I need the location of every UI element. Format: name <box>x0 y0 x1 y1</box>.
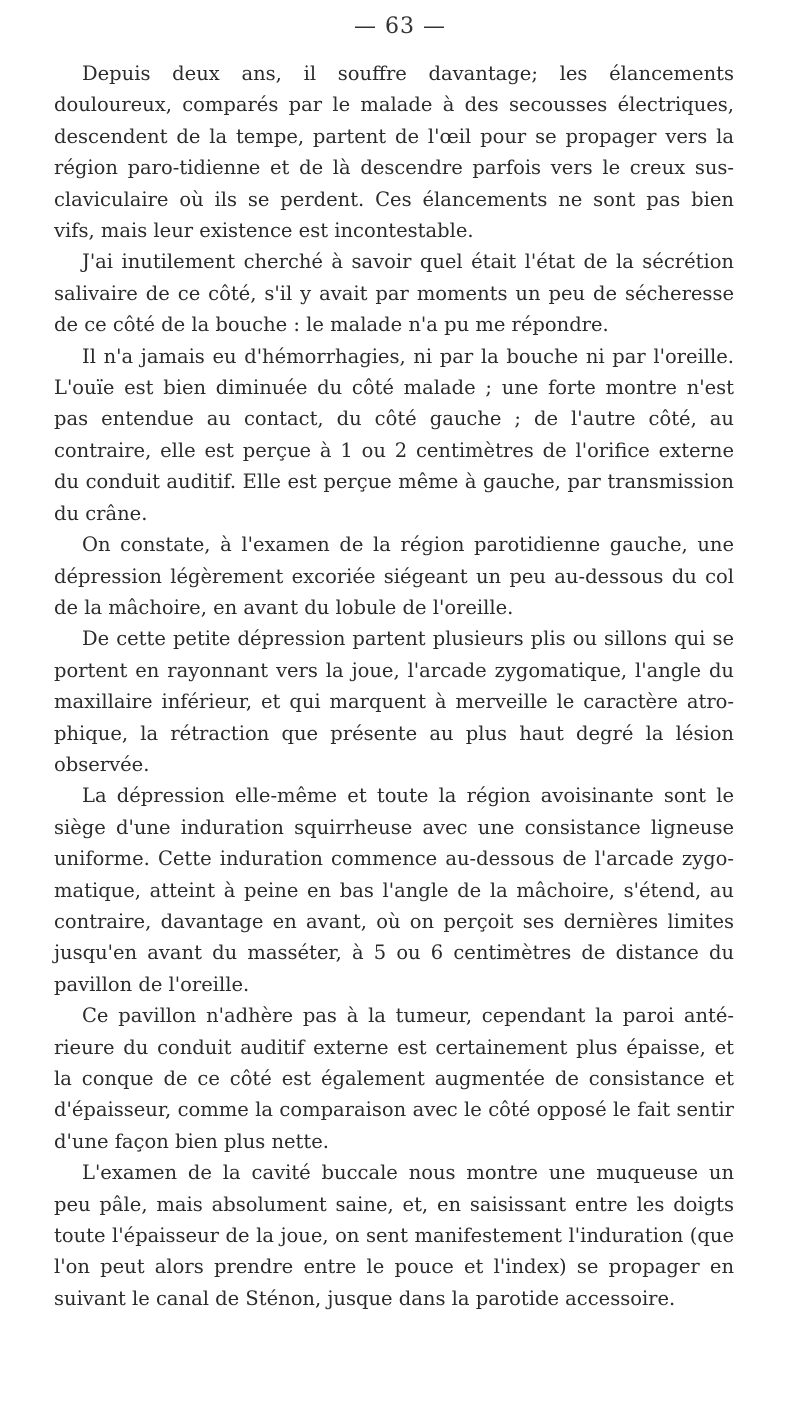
paragraph-7: Ce pavillon n'adhère pas à la tumeur, cependant la paroi anté-rieure du conduit auditif externe est certainement plus épaisse, et la conque de ce côté est également augmentée de consistance et d'épaisseur, comme la comparaison avec le côté opposé le fait sentir d'une façon bien plus nette. <box>54 1004 734 1153</box>
paragraph-2: J'ai inutilement cherché à savoir quel était l'état de la sécrétion salivaire de ce côté, s'il y avait par moments un peu de sécheresse de ce côté de la bouche : le malade n'a pu me répondre. <box>54 250 734 337</box>
paragraph-3: Il n'a jamais eu d'hémorrhagies, ni par la bouche ni par l'oreille. L'ouïe est bien diminuée du côté malade ; une forte montre n'est pas entendue au contact, du côté gauche ; de l'autre côté, au contraire, elle est perçue à 1 ou 2 centimètres de l'orifice externe du conduit auditif. Elle est perçue même à gauche, par transmission du crâne. <box>54 344 734 525</box>
page-number: — 63 — <box>354 14 446 39</box>
paragraph-1: Depuis deux ans, il souffre davantage; les élancements douloureux, comparés par le malade à des secousses électriques, descendent de la tempe, partent de l'œil pour se propager vers la région paro-tidienne et de là descendre parfois vers le creux sus-claviculaire où ils se perdent. Ces élancements ne sont pas bien vifs, mais leur existence est incontestable. <box>54 62 734 243</box>
paragraph-5: De cette petite dépression partent plusieurs plis ou sillons qui se portent en rayonnant vers la joue, l'arcade zygomatique, l'angle du maxillaire inférieur, et qui marquent à merveille le caractère atro-phique, la rétraction que présente au plus haut degré la lésion observée. <box>54 627 734 776</box>
paragraph-8: L'examen de la cavité buccale nous montre une muqueuse un peu pâle, mais absolument saine, et, en saisissant entre les doigts toute l'épaisseur de la joue, on sent manifestement l'induration (que l'on peut alors prendre entre le pouce et l'index) se propager en suivant le canal de Sténon, jusque dans la parotide accessoire. <box>54 1161 734 1310</box>
paragraph-4: On constate, à l'examen de la région parotidienne gauche, une dépression légèrement excoriée siégeant un peu au-dessous du col de la mâchoire, en avant du lobule de l'oreille. <box>54 533 734 619</box>
paragraph-6: La dépression elle-même et toute la région avoisinante sont le siège d'une induration squirrheuse avec une consistance ligneuse uniforme. Cette induration commence au-dessous de l'arcade zygo-matique, atteint à peine en bas l'angle de la mâchoire, s'étend, au contraire, davantage en avant, où on perçoit ses dernières limites jusqu'en avant du masséter, à 5 ou 6 centimètres de distance du pavillon de l'oreille. <box>54 784 734 996</box>
body-text <box>54 58 734 1314</box>
